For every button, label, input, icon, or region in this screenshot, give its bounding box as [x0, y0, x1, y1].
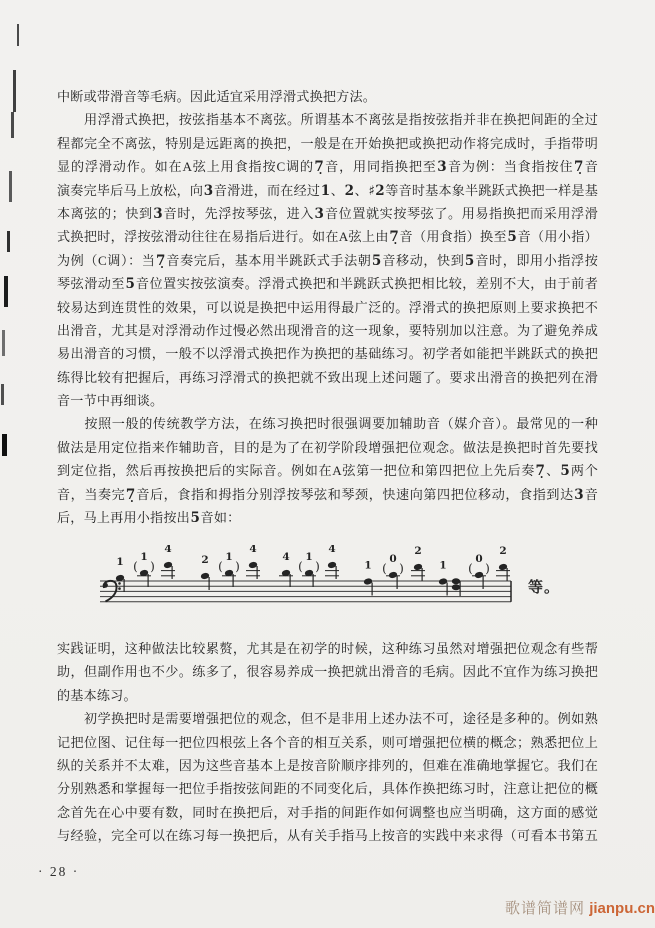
music-etc-label: 等。	[528, 580, 561, 596]
paren-close: )	[150, 559, 155, 574]
fingering-number: 1	[439, 559, 447, 572]
paren-close: )	[485, 561, 490, 576]
bass-clef-icon	[103, 583, 108, 588]
text-line: 练得比较有把握后，再练习浮滑式的换把就不致出现上述问题了。要求出滑音的换把列在滑	[57, 369, 598, 385]
paren-close: )	[399, 561, 404, 576]
text-line: 音一节中再细谈。	[57, 393, 164, 409]
binding-mark	[13, 70, 16, 112]
paren-close: )	[315, 559, 320, 574]
fingering-number: 1	[116, 556, 124, 568]
text-line: 显的浮滑动作。如在A弦上用食指按C调的7̣音，用同指换把至3音为例：当食指按住7̣音	[57, 159, 598, 176]
text-line: 程都完全不离弦，特别是远距离的换把，一般是在开始换把或换把动作将完成时，手指带明	[57, 135, 598, 151]
text-line: 本离弦的；快到3音时，先浮按琴弦，进入3音位置就实按琴弦了。用易指换把而采用浮滑	[57, 205, 598, 222]
paren-close: )	[235, 559, 240, 574]
fingering-number: 2	[414, 545, 422, 557]
page-number: · 28 ·	[38, 864, 80, 879]
fingering-number: 4	[164, 545, 172, 555]
music-example	[98, 545, 518, 615]
bass-clef-icon	[118, 582, 121, 585]
notehead	[248, 561, 257, 569]
binding-mark	[7, 231, 10, 252]
notehead	[200, 572, 209, 580]
bass-clef-icon	[118, 587, 121, 590]
text-line: 初学换把时是需要增强把位的观念，但不是非用上述办法不可，途径是多种的。例如熟	[57, 711, 598, 727]
fingering-number: 4	[249, 545, 257, 555]
text-line: 记把位图、记住每一把位四根弦上各个音的相互关系，则可增强把位横的概念；熟悉把位上	[57, 734, 598, 750]
fingering-number: 0	[389, 553, 397, 565]
text-line: 到定位指，然后再按换把后的实际音。例如在A弦第一把位和第四把位上先后奏7̣、5两个	[57, 463, 598, 480]
fingering-number: 4	[328, 545, 336, 555]
fingering-number: 1	[364, 559, 372, 572]
text-line: 用浮滑式换把，按弦指基本不离弦。所谓基本不离弦是指按弦指并非在换把间距的全过	[57, 112, 598, 128]
watermark-site-url: jianpu.cn	[589, 900, 655, 917]
notehead	[388, 571, 397, 579]
notehead	[413, 563, 422, 571]
text-line: 念首先在心中要有数，同时在换把后，对手指的间距作如何调整也应当明确，这方面的感觉	[57, 804, 598, 820]
binding-mark	[1, 384, 4, 405]
notehead	[498, 563, 507, 571]
text-line: 纵的关系并不太难，因为这些音基本上是按音阶顺序排列的，但难在准确地掌握它。我们在	[57, 757, 598, 773]
binding-mark	[9, 171, 12, 202]
music-staff-svg	[98, 545, 518, 615]
binding-mark	[2, 330, 5, 356]
text-line: 按照一般的传统教学方法，在练习换把时很强调要加辅助音（媒介音）。最常见的一种	[57, 416, 598, 432]
notehead	[363, 578, 372, 586]
binding-mark	[4, 276, 8, 307]
text-line: 实践证明，这种做法比较累赘，尤其是在初学的时候，这种练习虽然对增强把位观念有些帮	[57, 641, 598, 656]
fingering-number: 2	[201, 554, 209, 566]
text-line: 琴弦滑动至5音位置实按弦演奏。浮滑式换把和半跳跃式换把相比较，差别不大，由于前者	[57, 276, 598, 293]
text-line: 音，当奏完7̣音后，食指和拇指分别浮按琴弦和琴颈，快速向第四把位移动，食指到达3音	[57, 486, 598, 503]
binding-mark	[2, 434, 7, 456]
chord-notehead	[452, 578, 460, 584]
text-line: 式换把时，浮按弦滑动往往在易指后进行。如在A弦上由7̣音（用食指）换至5音（用小指）	[57, 229, 598, 246]
notehead	[163, 561, 172, 569]
fingering-number: 1	[305, 551, 313, 563]
text-line: 演奏完毕后马上放松，向3音滑进，而在经过1、2、♯2等音时基本象半跳跃式换把一样是基	[57, 182, 598, 199]
text-line: 易出滑音的习惯，一般不以浮滑式换把作为换把的基础练习。初学者如能把半跳跃式的换把	[57, 346, 598, 362]
binding-mark	[11, 112, 14, 138]
text-line: 助，但副作用也不少。练多了，很容易养成一换把就出滑音的毛病。因此不宜作为练习换把	[57, 664, 598, 680]
text-line: 较易达到连贯性的效果，可以说是换把中运用得最广泛的。浮滑式的换把原则上要求换把不	[57, 299, 598, 315]
fingering-number: 2	[499, 545, 507, 557]
text-block-lower	[57, 637, 598, 848]
text-line: 后，马上再用小指按出5音如：	[57, 510, 241, 527]
paren-open: (	[468, 561, 473, 576]
text-line: 与经验，完全可以在练习每一换把后，从有关手指马上按音的实践中来求得（可看本书第五	[57, 828, 598, 844]
text-line: 做法是用定位指来作辅助音，目的是为了在初学阶段增强把位观念。做法是换把时首先要找	[57, 439, 598, 455]
paren-open: (	[298, 559, 303, 574]
text-line: 分别熟悉和掌握每一把位手指按弦间距的不同变化后，具体作换把练习时，注意让把位的概	[57, 781, 598, 797]
text-line: 中断或带滑音等毛病。因此适宜采用浮滑式换把方法。	[57, 89, 377, 104]
binding-mark	[17, 24, 19, 46]
text-block-upper	[57, 85, 598, 529]
fingering-number: 4	[282, 551, 290, 563]
chord-notehead	[452, 584, 460, 590]
fingering-number: 0	[475, 553, 483, 565]
watermark-site-name: 歌谱简谱网	[505, 900, 586, 917]
paren-open: (	[382, 561, 387, 576]
fingering-number: 1	[140, 551, 148, 563]
fingering-number: 1	[225, 551, 233, 563]
notehead	[438, 578, 447, 586]
paren-open: (	[133, 559, 138, 574]
text-line: 出滑音，尤其是对浮滑动作过慢必然出现滑音的这一现象，要特别加以注意。为了避免养成	[57, 322, 598, 338]
watermark	[505, 897, 655, 918]
notehead	[327, 561, 336, 569]
notehead	[474, 571, 483, 579]
paren-open: (	[218, 559, 223, 574]
text-line: 为例（C调）：当7̣音奏完后，基本用半跳跃式手法朝5音移动，快到5音时，即用小指浮按	[57, 252, 598, 269]
text-line: 的基本练习。	[57, 687, 137, 703]
